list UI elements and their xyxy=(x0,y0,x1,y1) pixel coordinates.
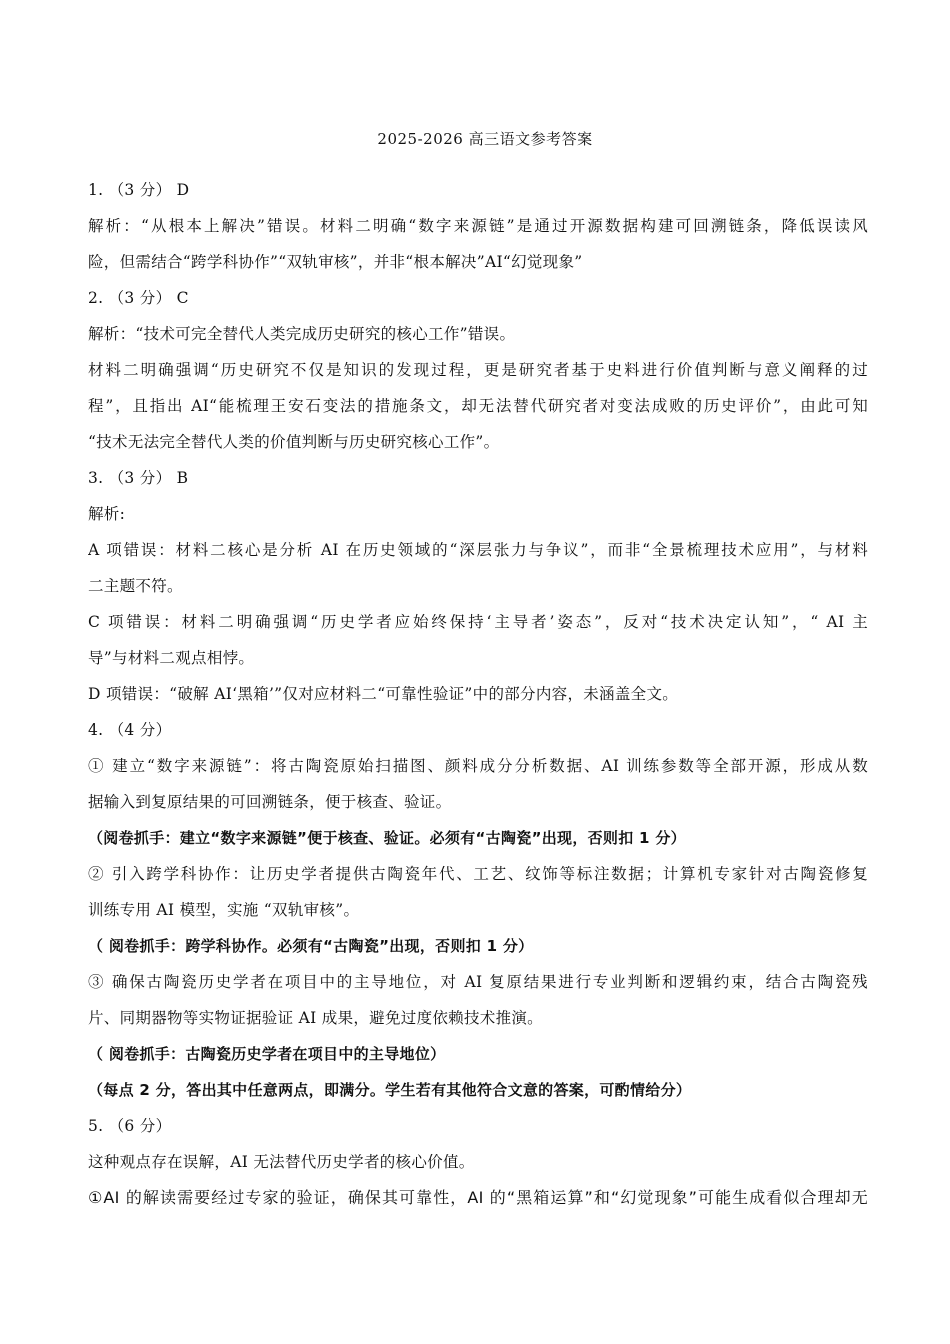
q4-scoring-rule: （每点 2 分，答出其中任意两点，即满分。学生若有其他符合文意的答案，可酌情给分） xyxy=(88,1081,692,1099)
q4-point-3: ③ 确保古陶瓷历史学者在项目中的主导地位，对 AI 复原结果进行专业判断和逻辑约束，结合古陶瓷残 xyxy=(88,973,868,991)
q2-analysis-line: 程”，且指出 AI“能梳理王安石变法的措施条文，却无法替代研究者对变法成败的历史评价”，由此可知 xyxy=(88,397,868,415)
q1-analysis-line: 险，但需结合“跨学科协作”“双轨审核”，并非“根本解决”AI“幻觉现象” xyxy=(88,253,583,271)
q1-header: 1. （3 分） D xyxy=(88,181,190,199)
q3-analysis-label: 解析: xyxy=(88,505,126,523)
answer-body xyxy=(88,172,868,1216)
q5-answer-line: 这种观点存在误解，AI 无法替代历史学者的核心价值。 xyxy=(88,1153,475,1171)
q4-grading-note: （ 阅卷抓手：跨学科协作。必须有“古陶瓷”出现，否则扣 1 分） xyxy=(88,937,534,955)
q5-point-1: ①AI 的解读需要经过专家的验证，确保其可靠性，AI 的“黑箱运算”和“幻觉现象”可能生成看似合理却无 xyxy=(88,1188,868,1207)
q4-point-2: 训练专用 AI 模型，实施 “双轨审核”。 xyxy=(88,901,360,919)
q1-analysis-line: 解析：“从根本上解决”错误。材料二明确“数字来源链”是通过开源数据构建可回溯链条，降低误读风 xyxy=(88,217,868,235)
q4-point-2: ② 引入跨学科协作：让历史学者提供古陶瓷年代、工艺、纹饰等标注数据；计算机专家针对古陶瓷修复 xyxy=(88,865,868,883)
q4-grading-note: （ 阅卷抓手：古陶瓷历史学者在项目中的主导地位） xyxy=(88,1045,446,1063)
page-title: 2025-2026 高三语文参考答案 xyxy=(377,130,593,148)
q4-point-3: 片、同期器物等实物证据验证 AI 成果，避免过度依赖技术推演。 xyxy=(88,1009,543,1027)
q3-option-a: A 项错误：材料二核心是分析 AI 在历史领域的“深层张力与争议”，而非“全景梳理技术应用”，与材料 xyxy=(88,541,868,559)
q2-header: 2. （3 分） C xyxy=(88,289,189,307)
q4-grading-note: （阅卷抓手：建立“数字来源链”便于核查、验证。必须有“古陶瓷”出现，否则扣 1 分） xyxy=(88,829,686,847)
q4-point-1: ① 建立“数字来源链”：将古陶瓷原始扫描图、颜料成分分析数据、AI 训练参数等全部开源，形成从数 xyxy=(88,757,868,775)
q2-analysis-line: 材料二明确强调“历史研究不仅是知识的发现过程，更是研究者基于史料进行价值判断与意义阐释的过 xyxy=(88,361,868,379)
q4-header: 4. （4 分） xyxy=(88,721,172,739)
q3-option-a: 二主题不符。 xyxy=(88,577,183,595)
q3-option-d: D 项错误：“破解 AI‘黑箱’”仅对应材料二“可靠性验证”中的部分内容，未涵盖全文。 xyxy=(88,685,679,703)
q2-analysis-line: “技术无法完全替代人类的价值判断与历史研究核心工作”。 xyxy=(88,433,500,451)
q5-header: 5. （6 分） xyxy=(88,1117,172,1135)
q4-point-1: 据输入到复原结果的可回溯链条，便于核查、验证。 xyxy=(88,793,452,811)
q3-header: 3. （3 分） B xyxy=(88,469,189,487)
q3-option-c: 导”与材料二观点相悖。 xyxy=(88,649,255,667)
q2-analysis-line: 解析：“技术可完全替代人类完成历史研究的核心工作”错误。 xyxy=(88,325,516,343)
q3-option-c: C 项错误：材料二明确强调“历史学者应始终保持‘主导者’姿态”，反对“技术决定认知”，“ AI 主 xyxy=(88,613,868,631)
